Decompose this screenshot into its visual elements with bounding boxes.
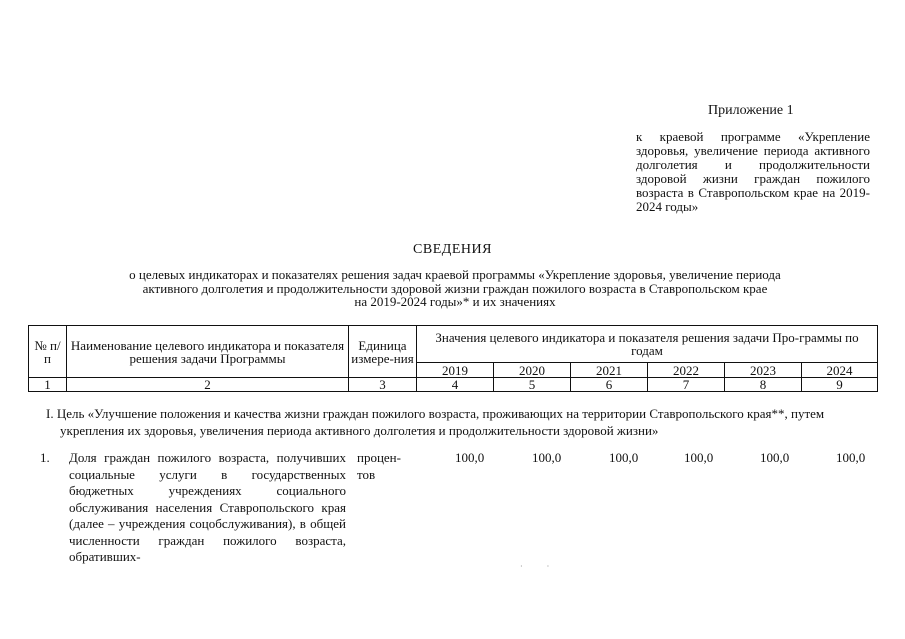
scan-specks: · · [520, 562, 550, 571]
indicator-value-2021: 100,0 [609, 450, 639, 465]
header-year: 2023 [725, 363, 802, 378]
column-number: 7 [648, 378, 725, 392]
column-number: 4 [417, 378, 494, 392]
header-unit: Единица измере-ния [349, 326, 417, 378]
column-number: 8 [725, 378, 802, 392]
indicator-value-2019: 100,0 [455, 450, 485, 465]
unit-line: тов [357, 466, 376, 482]
appendix-title: Приложение 1 [708, 103, 794, 118]
header-year: 2021 [571, 363, 648, 378]
header-indicator-name: Наименование целевого индикатора и показателя решения задачи Программы [67, 326, 349, 378]
document-subtitle [40, 268, 870, 309]
header-values-by-year: Значения целевого индикатора и показателя решения задачи Про-граммы по годам [417, 326, 878, 363]
indicator-unit [357, 450, 401, 483]
document-heading: СВЕДЕНИЯ [413, 242, 492, 257]
unit-line: процен- [357, 450, 401, 465]
appendix-text: к краевой программе «Укрепление здоровья, увеличение периода активного долголетия и продолжительности здоровой жизни граждан пожилого возраста в Ставропольском крае на 2019-2024 годы» [636, 129, 870, 214]
header-year: 2024 [802, 363, 878, 378]
subtitle-line: о целевых индикаторах и показателях решения задач краевой программы «Укрепление здоровья, увеличение периода [129, 267, 781, 282]
subtitle-line: на 2019-2024 годы»* и их значениях [354, 294, 556, 309]
goal-statement: I. Цель «Улучшение положения и качества жизни граждан пожилого возраста, проживающих на территории Ставропольского края**, путем укрепления их здоровья, увеличения периода активного долголетия и продолжительности здоровой жизни» [46, 406, 825, 438]
column-number: 2 [67, 378, 349, 392]
header-year: 2020 [494, 363, 571, 378]
indicator-value-2023: 100,0 [760, 450, 790, 465]
header-number: № п/п [29, 326, 67, 378]
indicator-value-2020: 100,0 [532, 450, 562, 465]
column-number: 9 [802, 378, 878, 392]
column-number: 3 [349, 378, 417, 392]
indicator-value-2022: 100,0 [684, 450, 714, 465]
column-number: 5 [494, 378, 571, 392]
indicators-table [28, 325, 878, 392]
header-year: 2019 [417, 363, 494, 378]
column-number: 1 [29, 378, 67, 392]
indicator-name: Доля граждан пожилого возраста, получивших социальные услуги в государственных бюджетных учреждениях социального обслуживания населения Ставропольского края (далее – учреждения соцобслуживания), в общей численности граждан пожилого возраста, обративших- [69, 450, 346, 564]
indicator-number: 1. [40, 450, 50, 465]
indicator-value-2024: 100,0 [836, 450, 866, 465]
header-year: 2022 [648, 363, 725, 378]
subtitle-line: активного долголетия и продолжительности здоровой жизни граждан пожилого возраста в Ставропольском крае [142, 280, 768, 296]
column-number: 6 [571, 378, 648, 392]
